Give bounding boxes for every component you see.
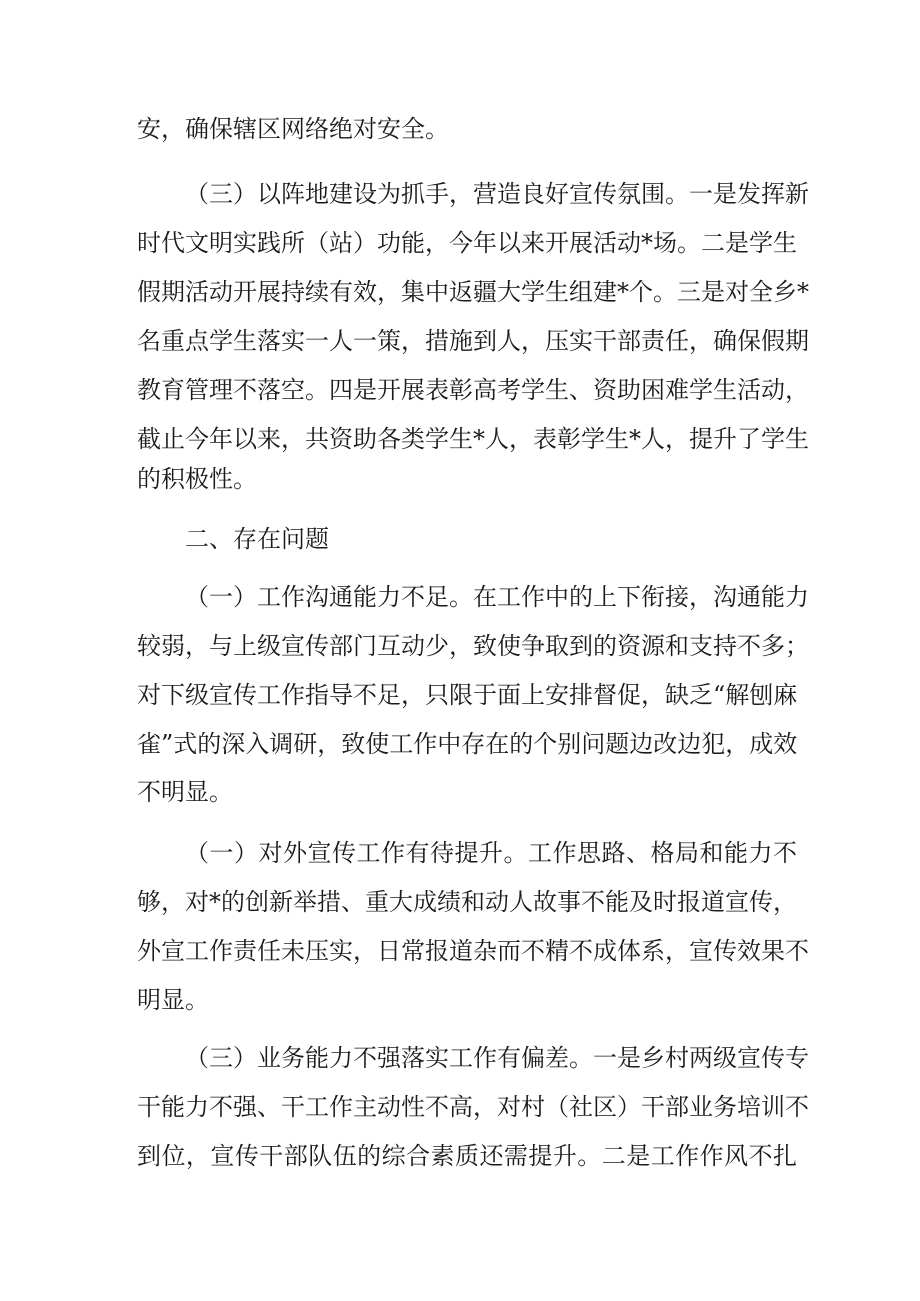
problem-3-line-2: 干能力不强、干工作主动性不高，对村（社区）干部业务培训不 [137, 1093, 809, 1121]
problem-2-line-4: 明显。 [137, 986, 209, 1014]
section-heading-problems: 二、存在问题 [185, 525, 329, 553]
problem-1-line-3: 对下级宣传工作指导不足，只限于面上安排督促，缺乏“解刨麻 [137, 681, 798, 709]
problem-3-line-3: 到位，宣传干部队伍的综合素质还需提升。二是工作作风不扎 [137, 1142, 797, 1170]
problem-2-line-3: 外宣工作责任未压实，日常报道杂而不精不成体系，宣传效果不 [137, 937, 809, 965]
paragraph-3-line-6: 截止今年以来，共资助各类学生*人，表彰学生*人，提升了学生 [137, 425, 809, 453]
problem-1-line-1: （一）工作沟通能力不足。在工作中的上下衔接，沟通能力 [185, 583, 809, 611]
problem-1-line-5: 不明显。 [137, 778, 233, 806]
problem-2-line-2: 够，对*的创新举措、重大成绩和动人故事不能及时报道宣传， [137, 888, 797, 916]
problem-2-line-1: （一）对外宣传工作有待提升。工作思路、格局和能力不 [185, 839, 797, 867]
paragraph-3-line-3: 假期活动开展持续有效，集中返疆大学生组建*个。三是对全乡* [137, 278, 809, 306]
text-line-1: 安，确保辖区网络绝对安全。 [137, 115, 449, 143]
problem-3-line-1: （三）业务能力不强落实工作有偏差。一是乡村两级宣传专 [185, 1044, 809, 1072]
paragraph-3-line-2: 时代文明实践所（站）功能，今年以来开展活动*场。二是学生 [137, 229, 797, 257]
problem-1-line-4: 雀”式的深入调研，致使工作中存在的个别问题边改边犯，成效 [137, 730, 798, 758]
paragraph-3-line-5: 教育管理不落空。四是开展表彰高考学生、资助困难学生活动， [137, 376, 809, 404]
problem-1-line-2: 较弱，与上级宣传部门互动少，致使争取到的资源和支持不多； [137, 632, 809, 660]
paragraph-3-line-1: （三）以阵地建设为抓手，营造良好宣传氛围。一是发挥新 [185, 180, 809, 208]
paragraph-3-line-7: 的积极性。 [137, 465, 257, 493]
paragraph-3-line-4: 名重点学生落实一人一策，措施到人，压实干部责任，确保假期 [137, 327, 809, 355]
